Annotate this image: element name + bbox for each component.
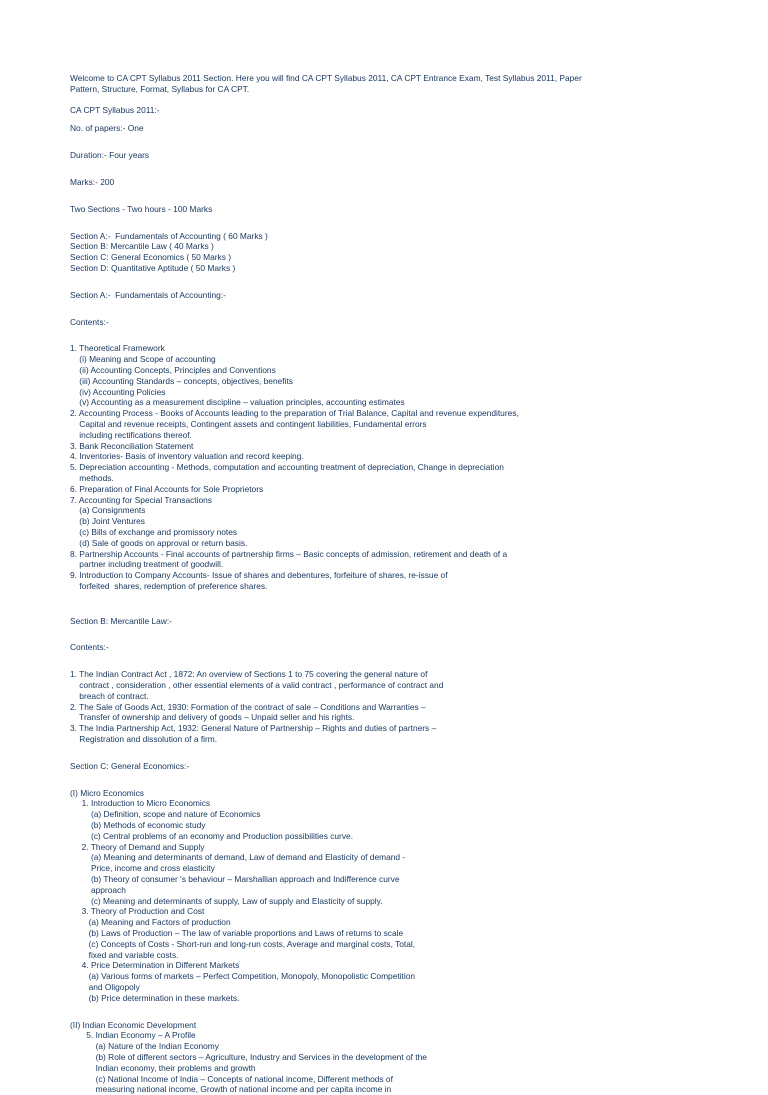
section-b-title: Section B: Mercantile Law:-: [70, 615, 172, 626]
list-line: Capital and revenue receipts, Contingent assets and contingent liabilities, Fundamental errors: [70, 418, 427, 429]
list-line: 1. Introduction to Micro Economics: [70, 798, 211, 809]
list-line: 8. Partnership Accounts - Final accounts of partnership firms – Basic concepts of admission, retirement and death of a: [70, 548, 508, 559]
intro-line: Welcome to CA CPT Syllabus 2011 Section. Here you will find CA CPT Syllabus 2011, CA CPT Entrance Exam, Test Syllabus 2011, Paper: [70, 73, 582, 83]
list-line: Transfer of ownership and delivery of goods – Unpaid seller and his rights.: [70, 712, 355, 723]
list-line: including rectifications thereof.: [70, 429, 192, 440]
list-line: (b) Laws of Production – The law of variable proportions and Laws of returns to scale: [70, 928, 404, 939]
list-line: 4. Price Determination in Different Markets: [70, 960, 240, 971]
list-line: fixed and variable costs.: [70, 949, 179, 960]
list-line: (iv) Accounting Policies: [70, 386, 166, 397]
list-line: 1. The Indian Contract Act , 1872: An overview of Sections 1 to 75 covering the general nature of: [70, 669, 428, 680]
list-line: (I) Micro Economics: [70, 787, 144, 798]
section-summary: Section D: Quantitative Aptitude ( 50 Marks ): [70, 262, 236, 273]
syllabus-document: [70, 73, 710, 1095]
list-line: (v) Accounting as a measurement discipline – valuation principles, accounting estimates: [70, 397, 405, 408]
section-b-contents-label: Contents:-: [70, 642, 109, 653]
list-line: (a) Consignments: [70, 505, 146, 516]
section-summary: Section A:- Fundamentals of Accounting ( 60 Marks ): [70, 230, 268, 241]
marks-info: Marks:- 200: [70, 176, 115, 187]
section-a-contents-label: Contents:-: [70, 316, 109, 327]
list-line: 6. Preparation of Final Accounts for Sole Proprietors: [70, 483, 264, 494]
list-line: methods.: [70, 472, 114, 483]
two-sections-info: Two Sections - Two hours - 100 Marks: [70, 203, 213, 214]
section-b-list: [70, 669, 710, 745]
list-line: Registration and dissolution of a firm.: [70, 734, 218, 745]
list-line: (b) Joint Ventures: [70, 516, 145, 527]
list-line: (c) Bills of exchange and promissory notes: [70, 526, 238, 537]
list-line: breach of contract.: [70, 690, 149, 701]
intro-line: Pattern, Structure, Format, Syllabus for CA CPT.: [70, 83, 250, 94]
section-c-micro-list: [70, 788, 710, 1004]
list-line: 5. Depreciation accounting - Methods, computation and accounting treatment of depreciation, Change in depreciation: [70, 462, 504, 473]
list-line: approach: [70, 884, 126, 895]
list-line: 3. Bank Reconciliation Statement: [70, 440, 194, 451]
list-line: (a) Definition, scope and nature of Economics: [70, 809, 261, 820]
list-line: 7. Accounting for Special Transactions: [70, 494, 212, 505]
syllabus-heading: CA CPT Syllabus 2011:-: [70, 104, 160, 115]
list-line: 2. The Sale of Goods Act, 1930: Formation of the contract of sale – Conditions and Warranties –: [70, 701, 426, 712]
list-line: Indian economy, their problems and growth: [70, 1062, 256, 1073]
section-summary: Section C: General Economics ( 50 Marks ): [70, 252, 232, 263]
list-line: measuring national income, Growth of national income and per capita income in: [70, 1084, 392, 1095]
list-line: (d) Sale of goods on approval or return basis.: [70, 537, 248, 548]
section-c-indian-list: [70, 1020, 710, 1095]
list-line: (b) Theory of consumer 's behaviour – Marshallian approach and Indifference curve: [70, 874, 400, 885]
section-summary: Section B: Mercantile Law ( 40 Marks ): [70, 241, 214, 252]
list-line: (a) Nature of the Indian Economy: [70, 1041, 219, 1052]
list-line: forfeited shares, redemption of preference shares.: [70, 580, 268, 591]
list-line: (iii) Accounting Standards – concepts, objectives, benefits: [70, 375, 293, 386]
list-line: (c) Concepts of Costs - Short-run and long-run costs, Average and marginal costs, Total,: [70, 938, 416, 949]
list-line: (a) Meaning and determinants of demand, Law of demand and Elasticity of demand -: [70, 852, 406, 863]
list-line: (b) Role of different sectors – Agriculture, Industry and Services in the development of the: [70, 1051, 427, 1062]
list-line: (i) Meaning and Scope of accounting: [70, 354, 216, 365]
list-line: 3. Theory of Production and Cost: [70, 906, 205, 917]
list-line: 1. Theoretical Framework: [70, 343, 165, 354]
list-line: 9. Introduction to Company Accounts- Issue of shares and debentures, forfeiture of shares, re-issue of: [70, 570, 448, 581]
list-line: (b) Methods of economic study: [70, 820, 206, 831]
list-line: (a) Meaning and Factors of production: [70, 917, 231, 928]
section-a-title: Section A:- Fundamentals of Accounting:-: [70, 289, 226, 300]
list-line: (b) Price determination in these markets.: [70, 992, 240, 1003]
list-line: Price, income and cross elasticity: [70, 863, 215, 874]
list-line: 3. The India Partnership Act, 1932: General Nature of Partnership – Rights and duties of partners –: [70, 723, 437, 734]
papers-info: No. of papers:- One: [70, 123, 144, 134]
section-a-list: [70, 343, 710, 591]
list-line: (c) National Income of India – Concepts of national income, Different methods of: [70, 1073, 393, 1084]
list-line: 5. Indian Economy – A Profile: [70, 1030, 196, 1041]
duration-info: Duration:- Four years: [70, 150, 150, 161]
list-line: (II) Indian Economic Development: [70, 1019, 197, 1030]
list-line: (c) Central problems of an economy and Production possibilities curve.: [70, 830, 354, 841]
list-line: 2. Accounting Process - Books of Accounts leading to the preparation of Trial Balance, Capital and revenue expenditures,: [70, 408, 519, 419]
list-line: (a) Various forms of markets – Perfect Competition, Monopoly, Monopolistic Competition: [70, 971, 416, 982]
list-line: 2. Theory of Demand and Supply: [70, 841, 205, 852]
list-line: contract , consideration , other essential elements of a valid contract , performance of contract and: [70, 680, 444, 691]
section-c-title: Section C: General Economics:-: [70, 760, 190, 771]
list-line: and Oligopoly: [70, 982, 140, 992]
list-line: (ii) Accounting Concepts, Principles and Conventions: [70, 364, 276, 375]
list-line: partner including treatment of goodwill.: [70, 559, 224, 570]
list-line: (c) Meaning and determinants of supply, Law of supply and Elasticity of supply.: [70, 895, 383, 906]
list-line: 4. Inventories- Basis of inventory valuation and record keeping.: [70, 451, 304, 462]
